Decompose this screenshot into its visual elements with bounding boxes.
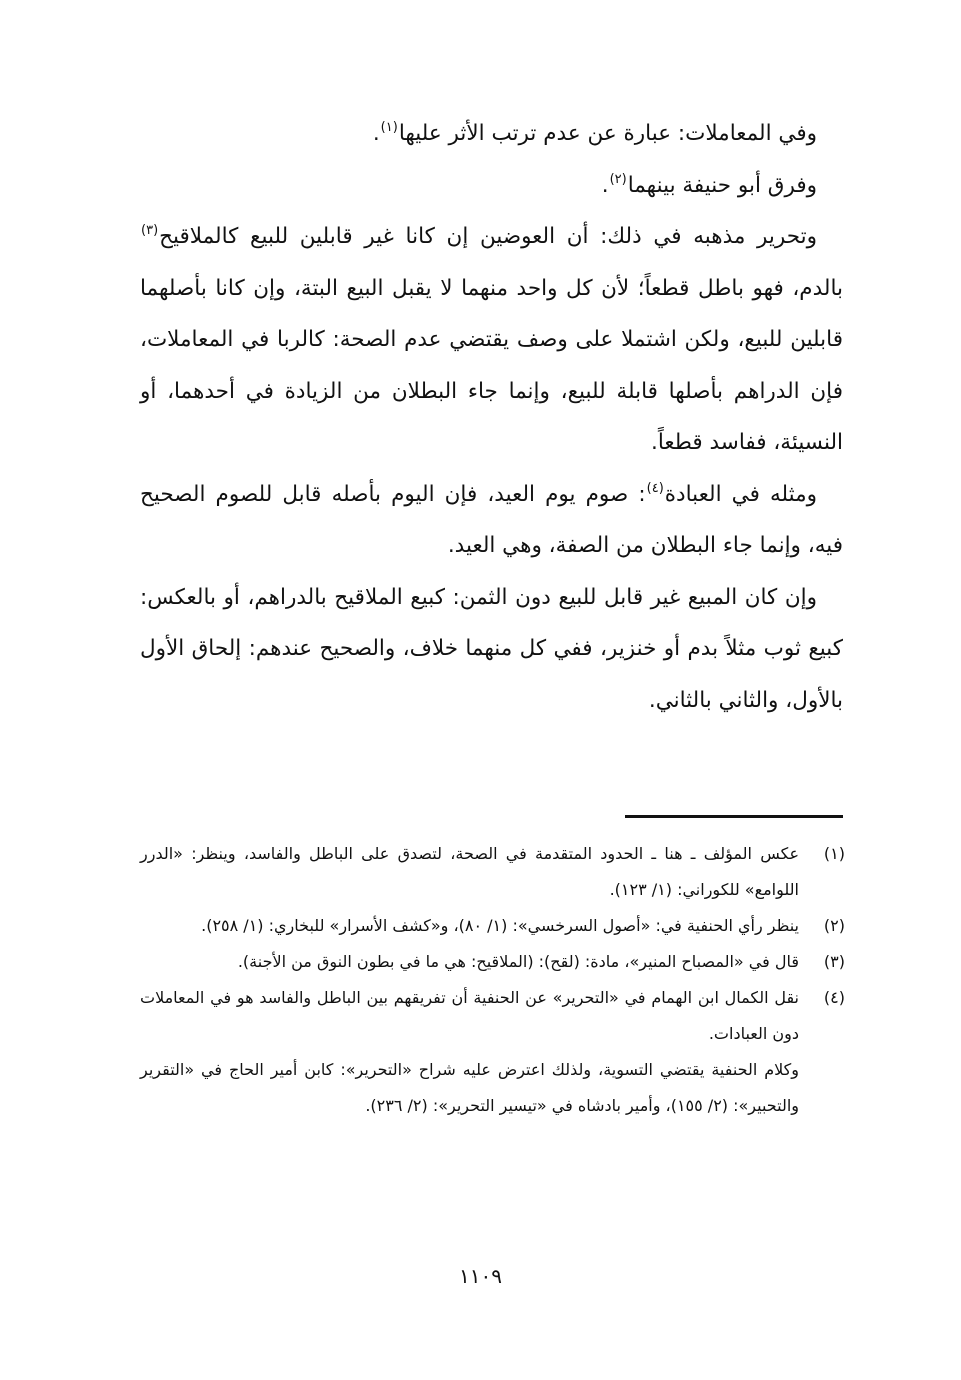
footnote-marker: (١) xyxy=(380,120,398,135)
footnote-text: قال في «المصباح المنير»، مادة: (لقح): (الملاقيح: هي ما في بطون النوق من الأجنة). xyxy=(237,952,799,971)
paragraph-text-tail: : صوم يوم العيد، فإن اليوم بأصله قابل للصوم الصحيح فيه، وإنما جاء البطلان من الصفة، وهي العيد. xyxy=(140,481,843,558)
footnote xyxy=(140,836,845,908)
footnote-number: (٤) xyxy=(823,988,845,1007)
footnote xyxy=(140,944,845,980)
paragraph-text: وتحرير مذهبه في ذلك: أن العوضين إن كانا غير قابلين للبيع كالملاقيح xyxy=(159,224,817,249)
footnote-number: (١) xyxy=(823,844,845,863)
footnote-marker: (٣) xyxy=(141,223,159,238)
paragraph-text: وإن كان المبيع غير قابل للبيع دون الثمن: كبيع الملاقيح بالدراهم، أو بالعكس: كبيع ثوب مثلاً بدم أو خنزير، ففي كل منهما خلاف، والصحيح عندهم: إلحاق الأول بالأول، والثاني بالثاني. xyxy=(140,584,843,713)
main-text xyxy=(140,108,843,726)
footnote-continuation: وكلام الحنفية يقتضي التسوية، ولذلك اعترض عليه شراح «التحرير»: كابن أمير الحاج في «التقرير والتحبير»: (٢/ ١٥٥)، وأمير بادشاه في «تيسير التحرير»: (٢/ ٢٣٦). xyxy=(140,1060,799,1115)
paragraph-text: وفي المعاملات: عبارة عن عدم ترتب الأثر عليها xyxy=(398,121,817,146)
paragraph-text-tail: . xyxy=(372,121,380,146)
footnote-number: (٢) xyxy=(823,916,845,935)
paragraph xyxy=(140,211,843,469)
footnote-text: ينظر رأي الحنفية في: «أصول السرخسي»: (١/ ٨٠)، و«كشف الأسرار» للبخاري: (١/ ٢٥٨). xyxy=(201,916,799,935)
footnote-marker: (٢) xyxy=(609,171,627,187)
footnote-text: نقل الكمال ابن الهمام في «التحرير» عن الحنفية أن تفريقهم بين الباطل والفاسد هو في المعاملات دون العبادات. xyxy=(140,988,799,1043)
paragraph-text-tail: بالدم، فهو باطل قطعاً؛ لأن كل واحد منهما لا يقبل البيع البتة، وإن كانا بأصلهما قابلين للبيع، ولكن اشتملا على وصف يقتضي عدم الصحة: كالربا في المعاملات، فإن الدراهم بأصلها قابلة للبيع، وإنما جاء البطلان من الزيادة في أحدهما، أو النسيئة، ففاسد قطعاً. xyxy=(140,275,843,455)
paragraph xyxy=(140,108,843,160)
paragraph xyxy=(140,160,843,212)
paragraph-text: وفرق أبو حنيفة بينهما xyxy=(627,172,817,198)
footnote-marker: (٤) xyxy=(646,480,664,496)
paragraph-text-tail: . xyxy=(601,172,609,198)
paragraph xyxy=(140,469,843,572)
footnote-number: (٣) xyxy=(823,952,845,971)
paragraph-text: ومثله في العبادة xyxy=(664,481,818,507)
footnote-separator xyxy=(625,815,843,818)
footnotes xyxy=(140,836,845,1124)
footnote xyxy=(140,980,845,1052)
page-number: ١١٠٩ xyxy=(459,1264,502,1288)
paragraph xyxy=(140,572,843,727)
footnote-text: عكس المؤلف ـ هنا ـ الحدود المتقدمة في الصحة، لتصدق على الباطل والفاسد، وينظر: «الدرر اللوامع» للكوراني: (١/ ١٢٣). xyxy=(140,844,799,899)
footnote xyxy=(140,908,845,944)
